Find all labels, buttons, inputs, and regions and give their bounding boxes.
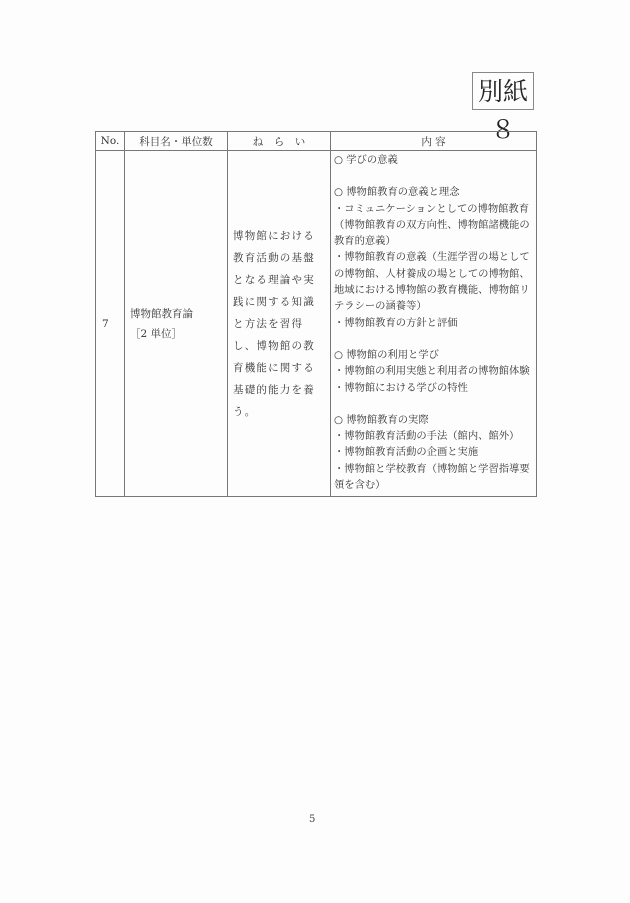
table-row — [96, 151, 537, 497]
content-item: ・博物館教育活動の手法（館内、館外） — [334, 430, 520, 443]
subject-credits: ［2 単位］ — [130, 327, 183, 340]
content-heading: ○ 博物館教育の実際 — [334, 413, 429, 426]
header-aim: ね ら い — [228, 132, 331, 151]
subject-cell — [125, 151, 228, 497]
content-heading: ○ 博物館の利用と学び — [334, 348, 439, 361]
spacer — [334, 396, 533, 412]
page-number: 5 — [309, 814, 316, 825]
row-number: 7 — [96, 151, 125, 497]
course-table — [95, 131, 537, 497]
content-item: ・博物館教育の方針と評価 — [334, 316, 458, 329]
content-item: ・博物館教育活動の企画と実施 — [334, 446, 479, 459]
header-subject: 科目名・単位数 — [125, 132, 228, 151]
subject-name: 博物館教育論 — [130, 307, 193, 320]
content-heading: ○ 博物館教育の意義と理念 — [334, 186, 460, 199]
table-header-row — [96, 132, 537, 151]
content-item: ・博物館と学校教育（博物館と学習指導要領を含む） — [334, 462, 530, 492]
header-no: No. — [96, 132, 125, 151]
content-item: ・コミュニケーションとしての博物館教育（博物館教育の双方向性、博物館諸機能の教育的意義） — [334, 202, 530, 248]
appendix-label: 別紙８ — [472, 72, 534, 110]
content-cell — [331, 151, 537, 497]
spacer — [334, 331, 533, 347]
content-item: ・博物館教育の意義（生涯学習の場としての博物館、人材養成の場としての博物館、地域における博物館の教育機能、博物館リテラシーの涵養等） — [334, 251, 530, 313]
header-content: 内 容 — [331, 132, 537, 151]
content-item: ・博物館の利用実態と利用者の博物館体験 — [334, 365, 530, 378]
content-item: ・博物館における学びの特性 — [334, 381, 468, 394]
aim-cell: 博物館における教育活動の基盤となる理論や実践に関する知識と方法を習得し、博物館の教育機能に関する基礎的能力を養う。 — [228, 151, 331, 497]
spacer — [334, 168, 533, 184]
content-heading: ○ 学びの意義 — [334, 154, 398, 166]
